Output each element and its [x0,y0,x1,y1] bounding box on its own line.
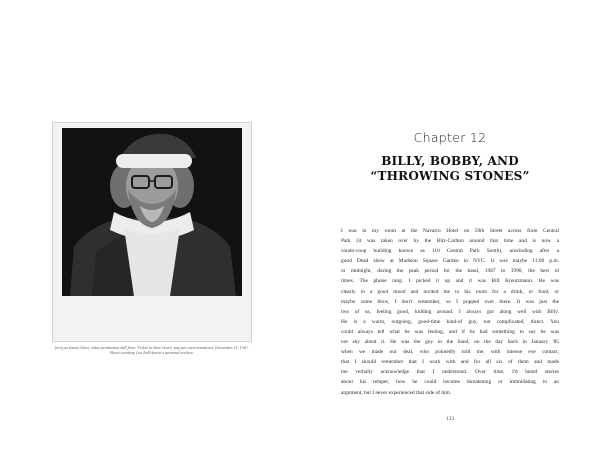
body-line: could always tell what he was feeling, and if he had something to say he was [341,328,559,335]
chapter-title-line: BILLY, BOBBY, AND [381,154,519,168]
body-line: maybe some blow, I don't remember, so I popped over there. It was just the [341,298,559,305]
body-line: me verbally acknowledge that I understood. Over time, I'd heard stories [341,369,559,376]
chapter-title [322,154,578,184]
body-line: about his temper, how he could become threatening or intimidating in an [341,379,559,386]
chapter-title-line: “THROWING STONES” [370,169,530,183]
body-line: not shy about it. He was the guy in the band, on the day back in January '85 [341,339,559,346]
photo-caption [54,346,250,356]
caption-line: Jerry as Santa Claus, video production still from 'Ticket to New Year's' pay-per-view broadcast, December 31, 1987. [54,346,250,350]
chapter-label: Chapter 12 [413,130,487,145]
body-line: argument, but I never experienced that side of him. [341,389,452,396]
body-text [341,226,559,398]
santa-photo [62,128,242,296]
body-line: I was in my room at the Navarro Hotel on 59th Street across from Central [341,228,559,234]
body-line: that I should remember that I work with and for all six of them and made [341,359,559,366]
right-page [300,0,600,450]
santa-photo-image [62,128,242,296]
body-line: good Dead show at Madison Square Garden in NYC. It was maybe 11:00 p.m. [341,258,559,265]
body-line: when we made our deal, who pointedly told me, with intense eye contact, [341,349,559,356]
body-line: or midnight, during the peak period for the band, 1987 to 1990, the best of [341,268,559,275]
body-line: clearly in a good mood and invited me to his room for a drink, or food, or [341,288,559,295]
body-line: Park (it was taken over by the Ritz-Carlton around that time and is now a [341,238,559,245]
body-line: two of us, feeling good, kidding around. I always got along well with Billy. [341,308,559,315]
body-line: condo-coop building known as 110 Central Park South), unwinding after a [341,248,559,255]
body-line: times. The phone rang. I picked it up and it was Bill Kreutzmann. He was [341,278,559,285]
caption-line: Photo courtesy Len Dell'Amico's personal archive. [110,351,194,355]
body-line: He is a warm, outgoing, good-time kind-of guy, not complicated, direct. You [341,318,559,325]
page-number: 133 [445,416,455,422]
